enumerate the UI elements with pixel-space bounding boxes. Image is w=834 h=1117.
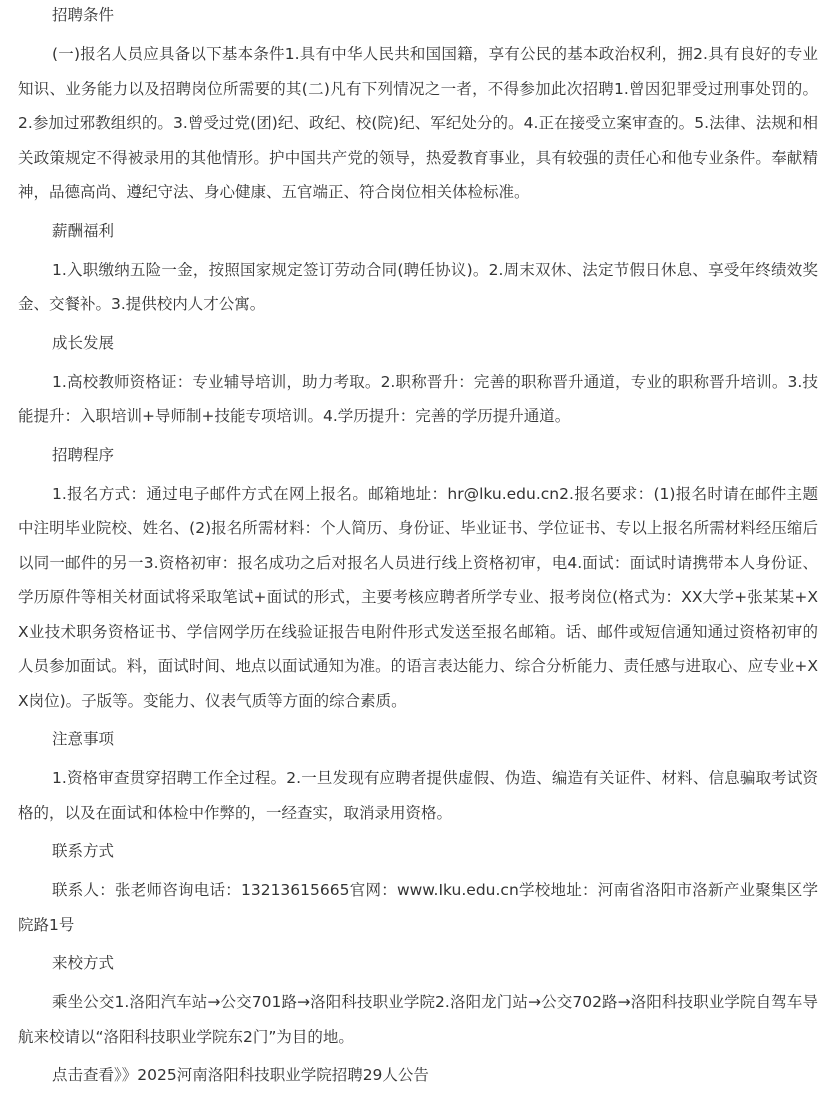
section-career-growth [18,328,818,440]
section-heading: 薪酬福利 [52,221,115,240]
section-heading: 注意事项 [52,730,115,748]
view-announcement-link[interactable]: 点击查看》》2025河南洛阳科技职业学院招聘29人公告 [52,1066,429,1084]
section-body: 1.资格审查贯穿招聘工作全过程。2.一旦发现有应聘者提供虚假、伪造、编造有关证件、材料、信息骗取考试资格的，以及在面试和体检中作弊的，一经查实，取消录用资格。 [18,769,818,822]
section-body: (一)报名人员应具备以下基本条件1.具有中华人民共和国国籍，享有公民的基本政治权利，拥2.具有良好的专业知识、业务能力以及招聘岗位所需要的其(二)凡有下列情况之一者，不得参加此次招聘1.曾因犯罪受过刑事处罚的。2.参加过邪教组织的。3.曾受过党(团)纪、政纪、校(院)纪、军纪处分的。4.正在接受立案审查的。5.法律、法规和相关政策规定不得被录用的其他情形。护中国共产党的领导，热爱教育事业，具有较强的责任心和他专业条件。奉献精神，品德高尚、遵纪守法、身心健康、五官端正、符合岗位相关体检标准。 [18,45,818,201]
section-heading: 招聘程序 [52,445,115,464]
section-contact [18,836,818,948]
section-body: 联系人：张老师咨询电话：13213615665官网：www.Iku.edu.cn学校地址：河南省洛阳市洛新产业聚集区学院路1号 [18,881,818,934]
section-recruitment-procedure [18,440,818,725]
section-heading: 成长发展 [52,333,115,352]
section-salary-benefits [18,216,818,328]
section-heading: 来校方式 [52,954,115,972]
section-body: 1.入职缴纳五险一金，按照国家规定签订劳动合同(聘任协议)。2.周末双休、法定节假日休息、享受年终绩效奖金、交餐补。3.提供校内人才公寓。 [18,260,818,313]
section-recruitment-conditions [18,0,818,216]
section-heading: 联系方式 [52,842,115,860]
section-heading: 招聘条件 [52,6,115,24]
article-content [18,0,818,1090]
section-directions [18,948,818,1060]
section-body: 1.报名方式：通过电子邮件方式在网上报名。邮箱地址：hr@lku.edu.cn2.报名要求：(1)报名时请在邮件主题中注明毕业院校、姓名、(2)报名所需材料：个人简历、身份证、毕业证书、学位证书、专以上报名所需材料经压缩后以同一邮件的另一3.资格初审：报名成功之后对报名人员进行线上资格初审，电4.面试：面试时请携带本人身份证、学历原件等相关材面试将采取笔试+面试的形式，主要考核应聘者所学专业、报考岗位(格式为：XX大学+张某某+XX业技术职务资格证书、学信网学历在线验证报告电附件形式发送至报名邮箱。话、邮件或短信通知通过资格初审的人员参加面试。料，面试时间、地点以面试通知为准。的语言表达能力、综合分析能力、责任感与进取心、应专业+XX岗位)。子版等。变能力、仪表气质等方面的综合素质。 [18,484,818,710]
section-body: 乘坐公交1.洛阳汽车站→公交701路→洛阳科技职业学院2.洛阳龙门站→公交702路→洛阳科技职业学院自驾车导航来校请以“洛阳科技职业学院东2门”为目的地。 [18,993,818,1046]
section-body: 1.高校教师资格证：专业辅导培训，助力考取。2.职称晋升：完善的职称晋升通道，专业的职称晋升培训。3.技能提升：入职培训+导师制+技能专项培训。4.学历提升：完善的学历提升通道。 [18,372,818,425]
section-notes [18,724,818,836]
